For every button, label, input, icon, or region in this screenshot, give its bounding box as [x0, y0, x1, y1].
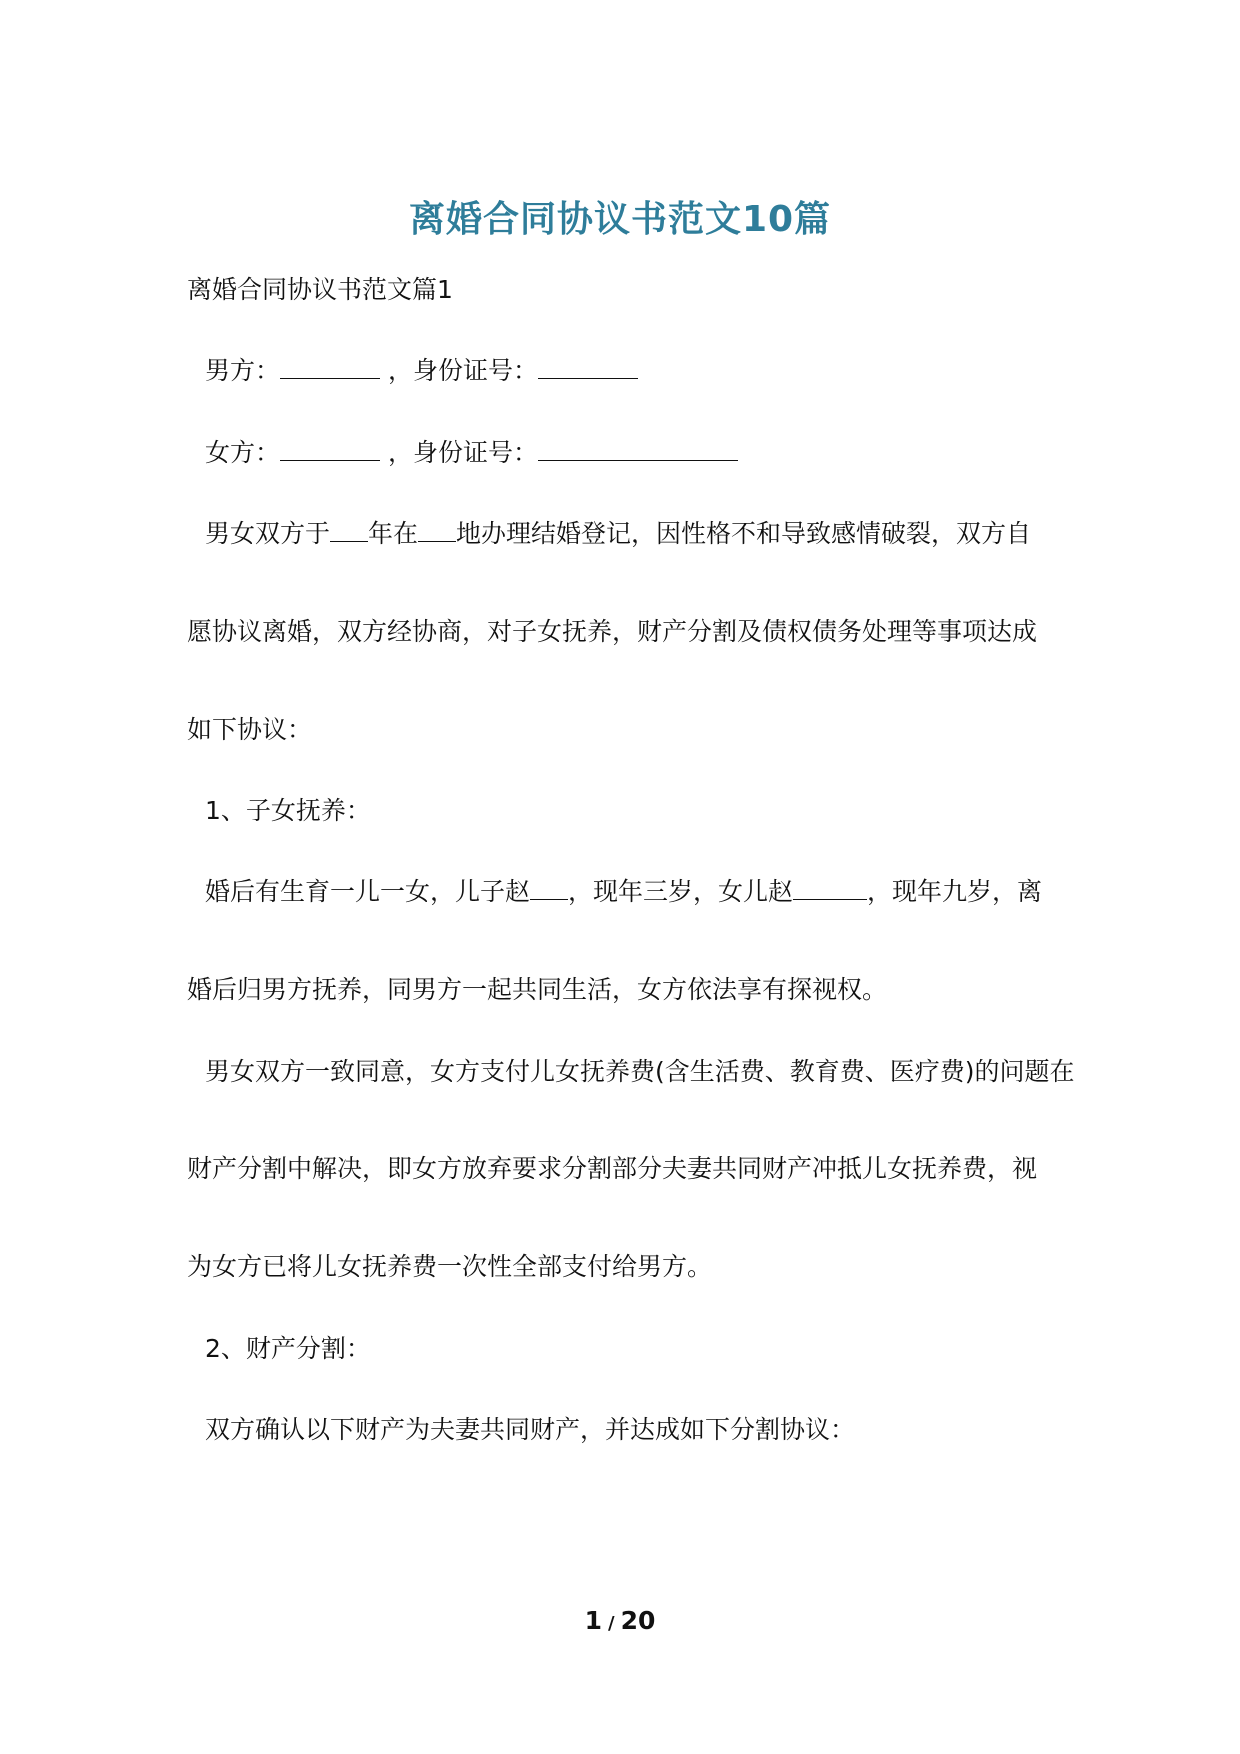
section1-line-2: 婚后归男方抚养，同男方一起共同生活，女方依法享有探视权。: [187, 975, 888, 1004]
husband-id-label: ，身份证号：: [387, 356, 538, 385]
section1-heading: 1、子女抚养：: [205, 796, 371, 825]
current-page: 1: [584, 1606, 603, 1635]
wife-label: 女方：: [205, 438, 281, 467]
wife-id-blank: [538, 436, 738, 461]
page-separator: /: [608, 1613, 615, 1634]
wife-id-label: ，身份证号：: [387, 438, 538, 467]
section2-line-1: 双方确认以下财产为夫妻共同财产，并达成如下分割协议：: [205, 1415, 856, 1444]
daughter-name-blank: [793, 875, 867, 900]
section1-line-1: [205, 875, 1042, 909]
son-name-blank: [530, 875, 568, 900]
wife-line: [205, 436, 738, 470]
children-text-c: ，现年九岁，离: [867, 877, 1043, 906]
intro-text-a: 男女双方于: [205, 519, 331, 548]
document-title: 离婚合同协议书范文10篇: [408, 199, 832, 240]
section1-line-4: 财产分割中解决，即女方放弃要求分割部分夫妻共同财产冲抵儿女抚养费，视: [187, 1154, 1038, 1183]
husband-name-blank: [280, 354, 380, 379]
children-text-b: ，现年三岁，女儿赵: [568, 877, 794, 906]
children-text-a: 婚后有生育一儿一女，儿子赵: [205, 877, 531, 906]
intro-text-b: 年在: [368, 519, 419, 548]
intro-paragraph-line-1: [205, 517, 1031, 551]
section1-line-5: 为女方已将儿女抚养费一次性全部支付给男方。: [187, 1252, 713, 1281]
section-heading: 离婚合同协议书范文篇1: [187, 275, 453, 304]
husband-label: 男方：: [205, 356, 281, 385]
husband-line: [205, 354, 638, 388]
wife-name-blank: [280, 436, 380, 461]
intro-paragraph-line-3: 如下协议：: [187, 715, 313, 744]
section1-line-3: 男女双方一致同意，女方支付儿女抚养费(含生活费、教育费、医疗费)的问题在: [205, 1057, 1075, 1086]
marriage-year-blank: [330, 517, 368, 542]
total-pages: 20: [620, 1606, 656, 1635]
husband-id-blank: [538, 354, 638, 379]
intro-text-c: 地办理结婚登记，因性格不和导致感情破裂，双方自: [456, 519, 1032, 548]
marriage-place-blank: [418, 517, 456, 542]
intro-paragraph-line-2: 愿协议离婚，双方经协商，对子女抚养，财产分割及债权债务处理等事项达成: [187, 617, 1038, 646]
section2-heading: 2、财产分割：: [205, 1334, 371, 1363]
page-number: [0, 1604, 1240, 1641]
